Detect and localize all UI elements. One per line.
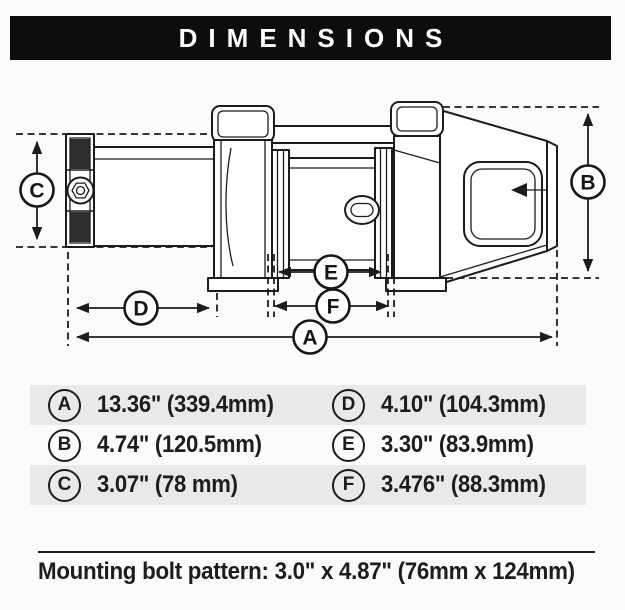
mounting-bolt-pattern-note: Mounting bolt pattern: 3.0" x 4.87" (76mm x 124mm)	[38, 558, 575, 585]
dim-label-d	[125, 292, 158, 325]
dim-value-f: 3.476" (88.3mm)	[381, 471, 546, 498]
dim-value-b: 4.74" (120.5mm)	[97, 431, 262, 458]
dim-letter-badge-c: C	[48, 469, 81, 502]
dim-label-b	[572, 166, 605, 199]
dim-value-d: 4.10" (104.3mm)	[381, 391, 546, 418]
dim-letter-badge-a: A	[48, 389, 81, 422]
svg-text:F: F	[326, 295, 340, 319]
clutch-housing	[440, 110, 557, 284]
dim-row-a	[30, 385, 308, 425]
svg-text:C: C	[29, 179, 45, 203]
support-tower-right	[386, 102, 446, 291]
rope-anchor	[345, 196, 379, 224]
svg-text:E: E	[323, 261, 339, 285]
dim-row-f	[308, 465, 586, 505]
dim-value-e: 3.30" (83.9mm)	[381, 431, 534, 458]
dim-letter-badge-b: B	[48, 429, 81, 462]
dim-value-a: 13.36" (339.4mm)	[97, 391, 274, 418]
dim-label-a	[294, 321, 327, 354]
motor-housing	[92, 147, 217, 246]
dim-row-e	[308, 425, 586, 465]
support-tower-left	[208, 106, 278, 291]
dimensions-table	[30, 385, 586, 505]
dim-label-e	[315, 256, 348, 289]
svg-text:B: B	[580, 171, 596, 195]
dim-row-d	[308, 385, 586, 425]
dim-label-c	[21, 174, 54, 207]
page-title: DIMENSIONS	[178, 22, 454, 53]
dim-letter-badge-f: F	[332, 469, 365, 502]
dim-letter-badge-d: D	[332, 389, 365, 422]
dim-row-b	[30, 425, 308, 465]
divider-line	[38, 551, 595, 553]
dim-value-c: 3.07" (78 mm)	[97, 471, 238, 498]
svg-text:A: A	[302, 326, 318, 350]
table-row	[30, 465, 586, 505]
winch-drawing	[66, 102, 557, 291]
dim-label-f	[317, 290, 350, 323]
svg-text:D: D	[133, 297, 149, 321]
table-row	[30, 425, 586, 465]
motor-end-cap	[66, 134, 94, 247]
table-row	[30, 385, 586, 425]
dim-letter-badge-e: E	[332, 429, 365, 462]
dim-row-c	[30, 465, 308, 505]
